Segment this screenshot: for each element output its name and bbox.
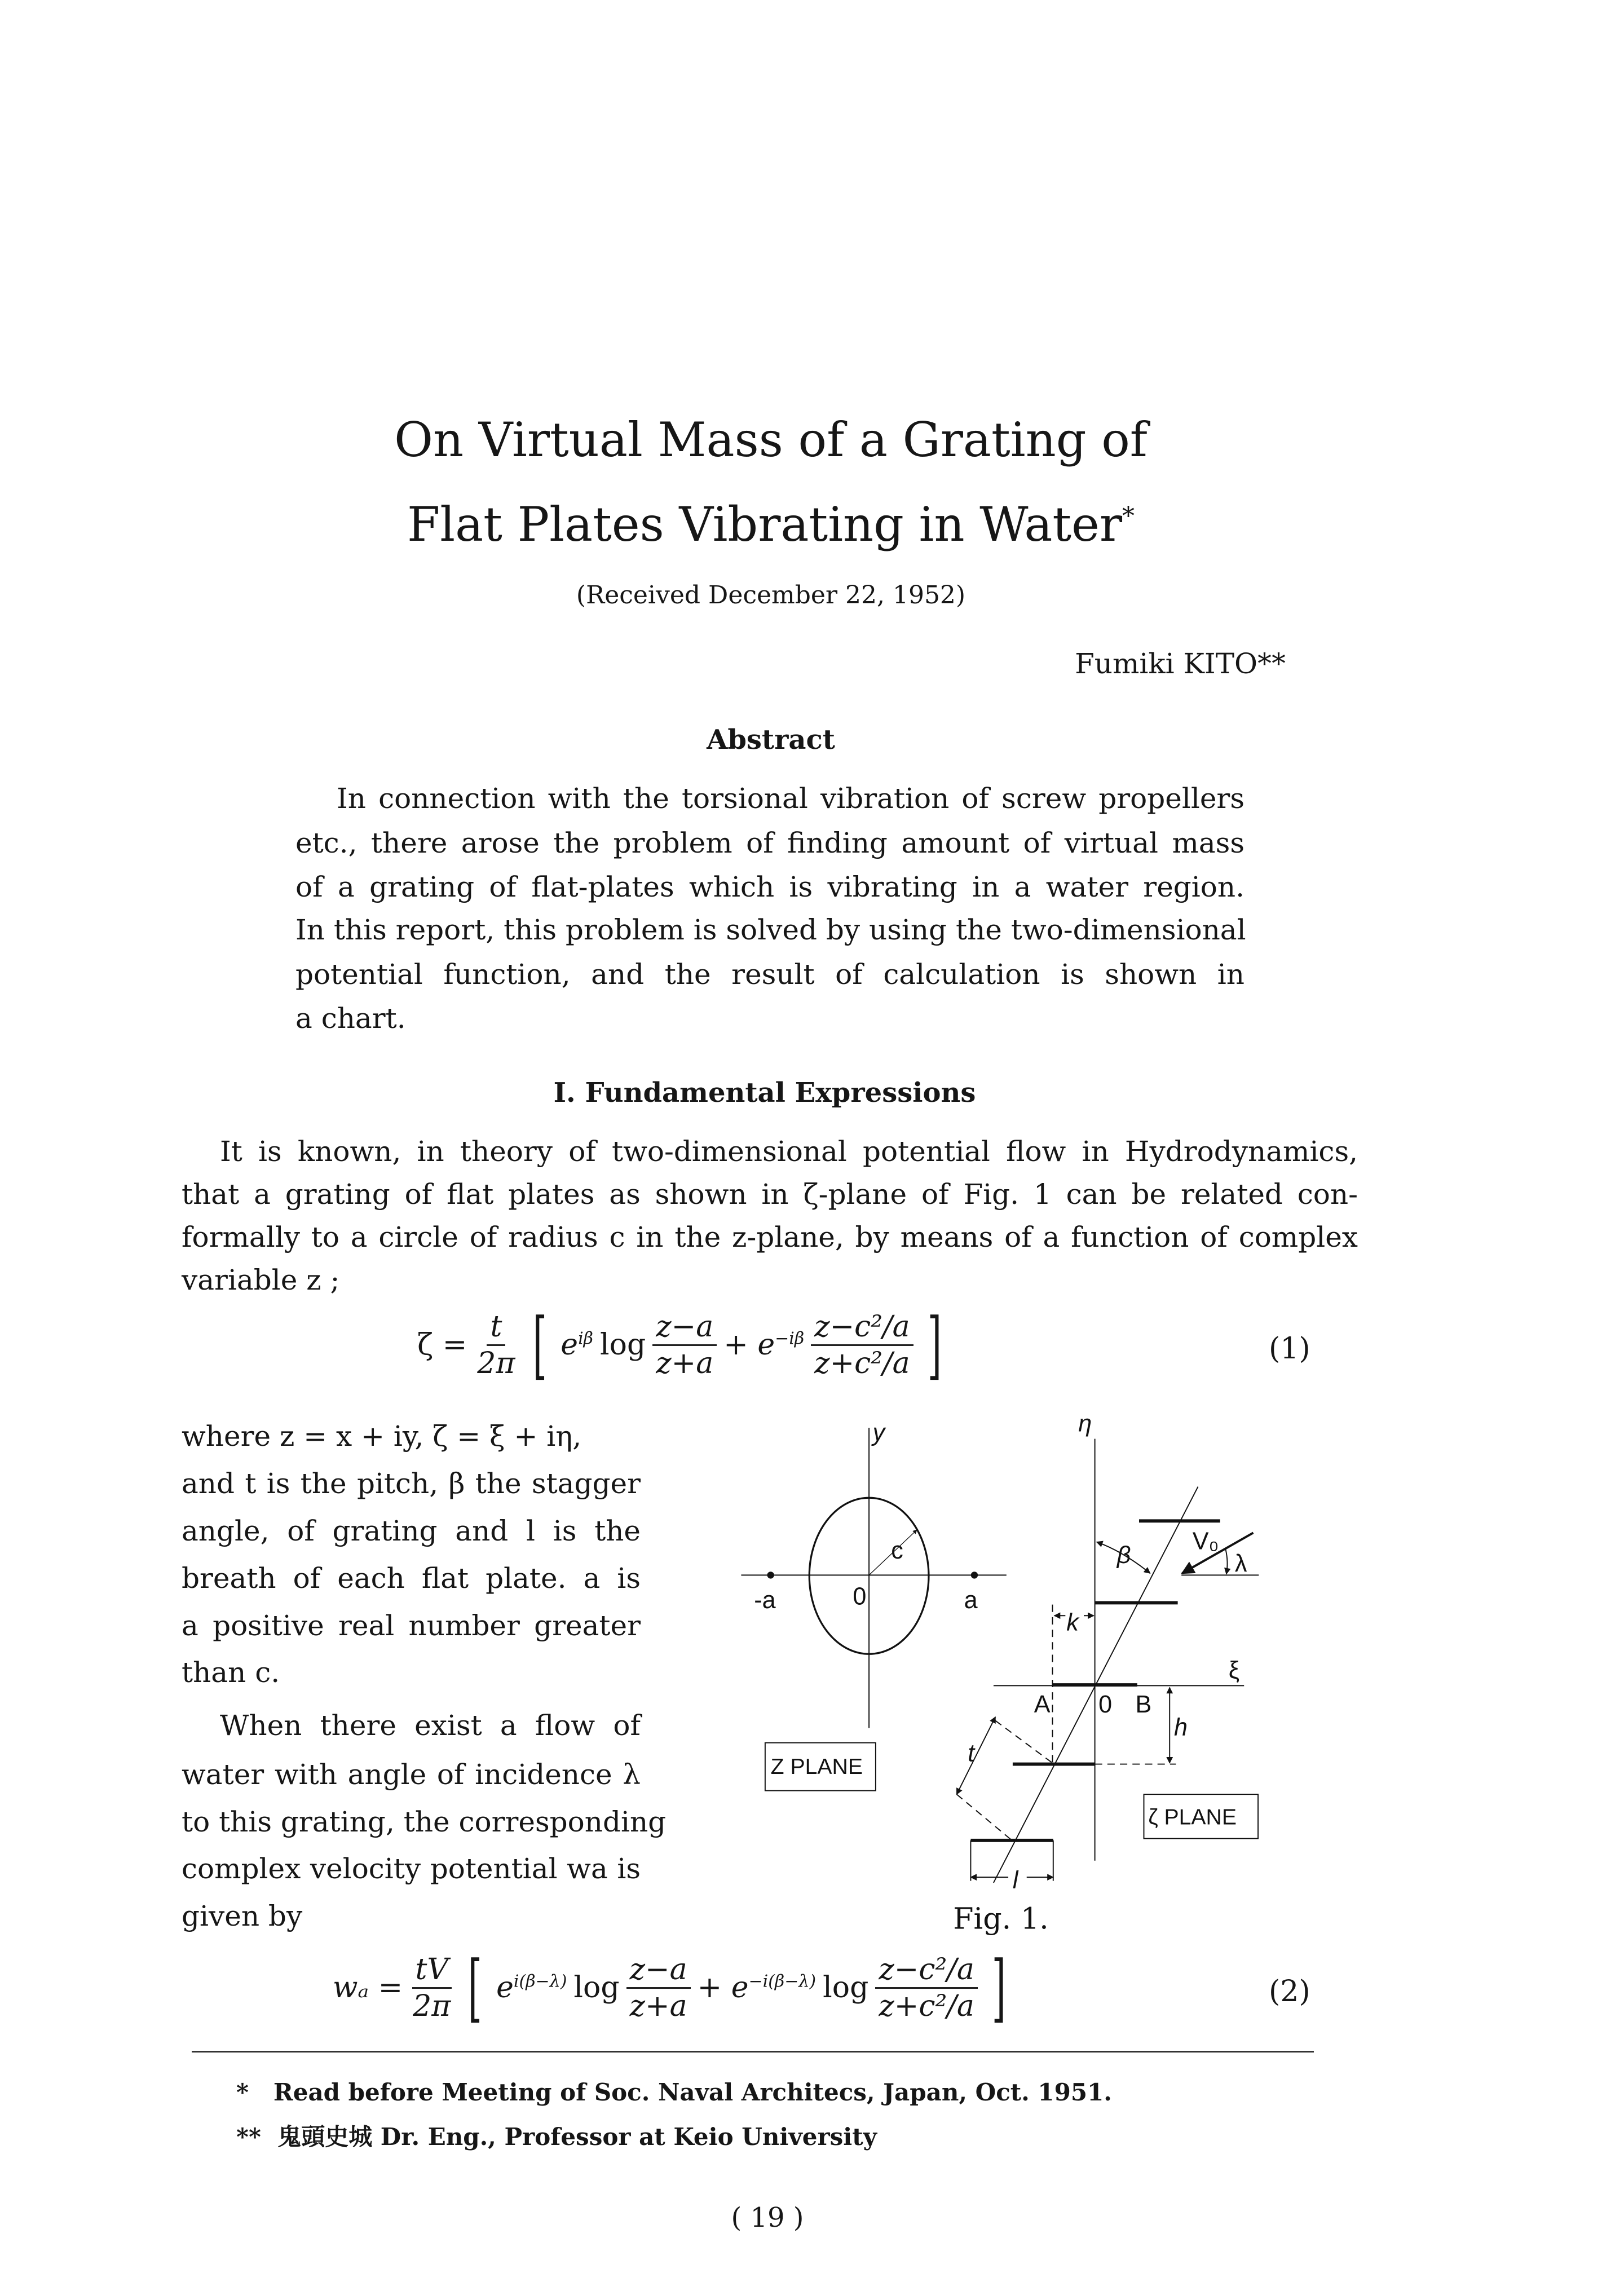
eq-lhs: wₐ =	[333, 1971, 403, 2005]
axis-label-xi: ξ	[1228, 1657, 1240, 1684]
label-B: B	[1135, 1691, 1152, 1719]
abstract-line: potential function, and the result of calculation is shown in	[295, 958, 1245, 991]
received-date: (Received December 22, 1952)	[576, 581, 966, 610]
bracket-close: ]	[927, 1302, 942, 1388]
equation-number: (2)	[1269, 1975, 1310, 2009]
fraction	[626, 1952, 691, 2024]
label-l: l	[1012, 1866, 1018, 1894]
exp-term: $e^{i\beta}$	[561, 1328, 594, 1362]
label-c: c	[891, 1537, 903, 1564]
label-h: h	[1174, 1714, 1188, 1741]
zeta-plane-diagram	[957, 1410, 1259, 1894]
point-a	[971, 1572, 978, 1579]
equation-1	[417, 1302, 948, 1388]
fraction	[652, 1309, 717, 1381]
axis-label-y: y	[872, 1419, 885, 1446]
label-origin: 0	[853, 1583, 867, 1610]
equation-2	[333, 1945, 1013, 2031]
abstract-line: of a grating of flat-plates which is vibrating in a water region.	[295, 871, 1245, 903]
section-heading: I. Fundamental Expressions	[553, 1077, 976, 1109]
body-line: that a grating of flat plates as shown in ζ-plane of Fig. 1 can be related con-	[182, 1178, 1358, 1211]
body-line: variable z ;	[182, 1264, 340, 1296]
label-minus-a: -a	[754, 1587, 776, 1614]
body-line: given by	[182, 1900, 303, 1932]
body-line: angle, of grating and l is the	[182, 1515, 641, 1547]
author: Fumiki KITO**	[1075, 647, 1286, 680]
body-line: a positive real number greater	[182, 1609, 641, 1642]
abstract-heading: Abstract	[707, 724, 835, 756]
fraction	[474, 1309, 518, 1381]
label-O: 0	[1098, 1691, 1113, 1719]
figure-1	[648, 1393, 1353, 1945]
exp-term: $e^{i(\beta-\lambda)}$	[496, 1971, 567, 2005]
bracket-close: ]	[991, 1945, 1006, 2031]
equation-number: (1)	[1269, 1332, 1310, 1366]
numerator: t	[487, 1309, 505, 1346]
abstract-line: In connection with the torsional vibration of screw propellers	[337, 782, 1245, 815]
abstract-line: etc., there arose the problem of finding amount of virtual mass	[295, 827, 1245, 859]
label-v0: V₀	[1192, 1528, 1219, 1555]
eq-lhs: ζ =	[417, 1328, 467, 1362]
footnote-2	[236, 2118, 877, 2152]
denominator: 2π	[477, 1346, 515, 1380]
footnote-mark: *	[236, 2078, 249, 2106]
flat-plates	[970, 1521, 1220, 1840]
body-line: complex velocity potential wa is	[182, 1852, 641, 1885]
log: log	[573, 1971, 620, 2005]
body-line: water with angle of incidence λ	[182, 1758, 641, 1791]
z-plane-diagram	[741, 1419, 1006, 1791]
fraction	[875, 1952, 977, 2024]
log: log	[600, 1328, 646, 1362]
log: log	[823, 1971, 869, 2005]
body-line: formally to a circle of radius c in the z-plane, by means of a function of complex	[182, 1221, 1358, 1253]
denominator: z+a	[656, 1346, 714, 1380]
footnote-text: Read before Meeting of Soc. Naval Architecs, Japan, Oct. 1951.	[273, 2078, 1112, 2106]
footnote-mark: **	[236, 2123, 261, 2151]
denominator: z+c²/a	[879, 1989, 974, 2023]
fraction	[811, 1309, 913, 1381]
numerator: z−c²/a	[811, 1309, 913, 1346]
body-line: and t is the pitch, β the stagger	[182, 1467, 641, 1500]
title-footnote-mark: *	[1122, 502, 1135, 531]
body-line: where z = x + iy, ζ = ξ + iη,	[182, 1420, 582, 1453]
body-line: When there exist a flow of	[220, 1709, 641, 1742]
numerator: z−c²/a	[875, 1952, 977, 1989]
bracket-open: [	[468, 1945, 483, 2031]
body-line: breath of each flat plate. a is	[182, 1562, 641, 1595]
denominator: z+a	[629, 1989, 687, 2023]
label-a: a	[964, 1587, 978, 1614]
body-line: than c.	[182, 1656, 280, 1689]
point-minus-a	[767, 1572, 774, 1579]
label-k: k	[1066, 1609, 1079, 1636]
denominator: 2π	[413, 1989, 451, 2023]
bracket-open: [	[532, 1302, 547, 1388]
footnote-1	[236, 2078, 1112, 2106]
numerator: z−a	[652, 1309, 717, 1346]
abstract-line: In this report, this problem is solved by using the two-dimensional	[295, 913, 1246, 946]
body-line: to this grating, the corresponding	[182, 1806, 667, 1838]
label-A: A	[1034, 1691, 1051, 1719]
body-line: It is known, in theory of two-dimensional potential flow in Hydrodynamics,	[220, 1135, 1358, 1168]
abstract-line: a chart.	[295, 1002, 406, 1035]
numerator: z−a	[626, 1952, 691, 1989]
title-line-2	[0, 488, 1542, 553]
footnote-divider	[192, 2051, 1314, 2053]
title-text: Flat Plates Vibrating in Water	[407, 497, 1123, 552]
exp-term: + $e^{-i(\beta-\lambda)}$	[697, 1971, 817, 2005]
fraction	[409, 1952, 454, 2024]
label-beta: β	[1116, 1541, 1131, 1569]
axis-label-eta: η	[1078, 1410, 1092, 1437]
zeta-plane-label: ζ PLANE	[1148, 1805, 1237, 1830]
numerator: tV	[412, 1952, 452, 1989]
denominator: z+c²/a	[814, 1346, 910, 1380]
title-line-1: On Virtual Mass of a Grating of	[394, 412, 1148, 467]
page-number: ( 19 )	[731, 2202, 804, 2234]
exp-term: + $e^{-i\beta}$	[723, 1328, 805, 1362]
label-lambda: λ	[1234, 1550, 1247, 1577]
label-t: t	[968, 1740, 975, 1767]
figure-caption: Fig. 1.	[953, 1901, 1049, 1936]
footnote-text: 鬼頭史城 Dr. Eng., Professor at Keio University	[277, 2123, 877, 2151]
z-plane-label: Z PLANE	[770, 1755, 863, 1780]
